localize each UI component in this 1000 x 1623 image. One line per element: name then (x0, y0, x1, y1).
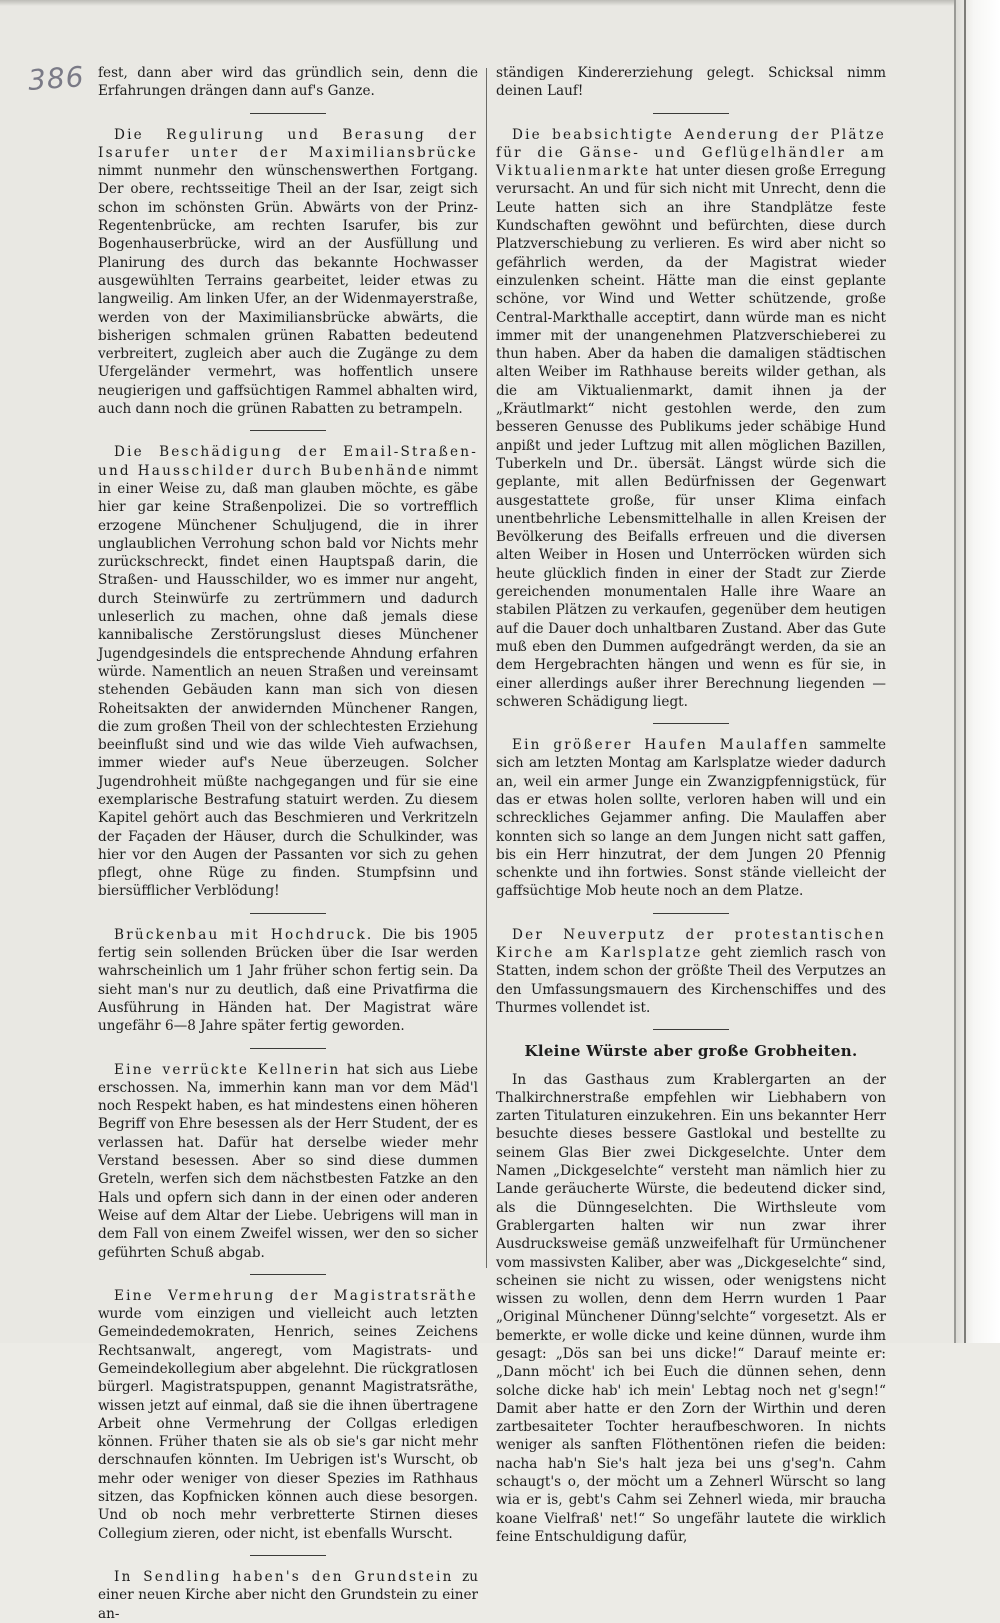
separator-rule (250, 1274, 326, 1275)
right-column (496, 64, 886, 1546)
article-kirche: Der Neuverputz der protestantischen Kirche am Karlsplatze geht ziemlich rasch von Statten, indem schon der größte Theil des Verputzes an den Umfassungsmauern des Kirchenschiffes und des Thurmes vollendet ist. (496, 926, 887, 1016)
article-brueckenbau: Brückenbau mit Hochdruck. Die bis 1905 fertig sein sollenden Brücken über die Isar werden wahrscheinlich um 1 Jahr früher schon fertig sein. Da sieht man's nur zu deutlich, daß eine Privatfirma die Ausführung in Händen hat. Der Magistrat wäre ungefähr 6—8 Jahre später fertig geworden. (98, 926, 478, 1035)
article-headline: In Sendling haben's den Grundstein (114, 1568, 454, 1585)
article-viktualienmarkt: Die beabsichtigte Aenderung der Plätze für die Gänse- und Geflügelhändler am Viktualienmarkte hat unter diesen große Erregung verursacht. An und für sich nicht mit Unrecht, denn die Leute hatten sich an ihre Standplätze feste Kundschaften gewöhnt und befürchten, diese durch Platzverschiebung zu verlieren. Es wird aber nicht so gefährlich werden, da der Magistrat wieder einzulenken scheint. Hätte man die einst geplante schöne, vor Wind und Wetter schützende, große Central-Markthalle acceptirt, dann würde man es nicht immer mit der unangenehmen Platzverschieberei zu thun haben. Aber da haben die damaligen städtischen alten Weiber im Rathhause bereits wilder gethan, als die am Viktualienmarkt, damit ihnen ja der „Kräutlmarkt“ nicht gestohlen werde, den zum besseren Genusse des Publikums jeder schäbige Hund anpißt und jeder Luftzug mit allen möglichen Bazillen, Tuberkeln und Dr.. übersät. Längst würde sich die geplante, mit allen Bedürfnissen der Gegenwart ausgestattete große, für unser Klima einfach unentbehrliche Lebensmittelhalle in allen Kreisen der Bevölkerung des Beifalls erfreuen und die diversen alten Weiber in Hosen und Unterröcken würden sich heute glücklich finden in einer der Stadt zur Zierde gereichenden monumentalen Halle ihre Waare an stabilen Plätzen zu verkaufen, gegenüber dem heutigen auf die Dauer doch unhaltbaren Zustand. Aber das Gute muß eben den Dummen aufgedrängt werden, da sie an dem Hergebrachten hängen und wenn es für sie, in einer allerdings außer ihrer Berechnung liegenden — schweren Schädigung liegt. (496, 126, 886, 710)
article-magistratsraethe: Eine Vermehrung der Magistratsräthe wurde vom einzigen und vielleicht auch letzten Gemeindedemokraten, Henrich, seines Zeichens Rechtsanwalt, angeregt, vom Magistrats- und Gemeindekollegium aber abgelehnt. Die rückgratlosen bürgerl. Magistratspuppen, genannt Magistratsräthe, wissen jetzt auf einmal, daß sie die ihnen übertragene Arbeit ohne Vermehrung der Collgas erledigen können. Früher thaten sie als ob sie's gar nicht mehr derschnaufen könnten. Im Uebrigen ist's Wurscht, ob mehr oder weniger von dieser Spezies im Rathhaus sitzen, das Kopfnicken können auch diese besorgen. Und ob noch mehr verbretterte Stirnen dieses Collegium zieren, oder nicht, ist ebenfalls Wurscht. (98, 1287, 478, 1542)
article-continuation: ständigen Kindererziehung gelegt. Schicksal nimm deinen Lauf! (496, 65, 886, 100)
article-schilder: Die Beschädigung der Email-Straßen- und Hausschilder durch Bubenhände nimmt in einer Weise zu, daß man glauben möchte, es gäbe hier gar keine Straßenpolizei. Die so vortrefflich erzogene Münchener Schuljugend, die in ihrer unglaublichen Verrohung schon bald vor Nichts mehr zurückschreckt, findet einen Hauptspaß darin, die Straßen- und Hausschilder, wo es immer nur angeht, durch Steinwürfe zu zertrümmern und dadurch unleserlich zu machen, ohne daß jemals diese kannibalische Zerstörungslust dieses Münchener Jugendgesindels die entsprechende Ahndung erfahren würde. Namentlich an neuen Straßen und vereinsamt stehenden Gebäuden kann man sich von diesen Roheitsakten der anwidernden Münchener Rangen, die zum großen Theil von der schlechtesten Erziehung beeinflußt sind und wie das wilde Vieh aufwachsen, immer wieder auf's Neue überzeugen. Solcher Jugendrohheit müßte nachgegangen und für sie eine exemplarische Bestrafung statuirt werden. Zu diesem Kapitel gehört auch das Beschmieren und Verkritzeln der Façaden der Häuser, durch die Schulkinder, was hier vor den Augen der Passanten vor sich zu gehen pflegt, ohne Rüge zu finden. Stumpfsinn und biersüfflicher Verblödung! (98, 444, 478, 900)
feature-title: Kleine Würste aber große Grobheiten. (524, 1042, 858, 1061)
article-headline: Der Neuverputz der protestantischen Kirche am Karlsplatze (496, 926, 886, 962)
page-number: 386 (26, 60, 86, 97)
article-isar-ufer: Die Regulirung und Berasung der Isarufer unter der Maximiliansbrücke nimmt nunmehr den wünschenswerthen Fortgang. Der obere, rechtsseitige Theil an der Isar, zeigt sich schon im schönsten Grün. Abwärts von der Prinz-Regentenbrücke, am rechten Isarufer, bis zur Bogenhauserbrücke, wird an der Ausfüllung und Planirung des durch das bekannte Hochwasser ausgewühlten Terrains gearbeitet, leider etwas zu langweilig. Am linken Ufer, an der Widenmayerstraße, werden von der Maximiliansbrücke abwärts, die bisherigen schmalen grünen Rabatten bedeutend verbreitert, zugleich aber auch die Zugänge zu dem Ufergeländer vermehrt, was hoffentlich unsere neugierigen und gaffsüchtigen Rammel abhalten wird, auch dann noch die grünen Rabatten zu betrampeln. (98, 126, 478, 418)
article-continuation: fest, dann aber wird das gründlich sein, denn die Erfahrungen drängen dann auf's Ganze. (98, 65, 478, 100)
article-headline: Eine verrückte Kellnerin (114, 1061, 341, 1078)
page-edge-strip (954, 0, 1000, 1343)
article-sendling: In Sendling haben's den Grundstein zu einer neuen Kirche aber nicht den Grundstein zu einer an- (98, 1568, 479, 1622)
separator-rule (250, 1555, 326, 1556)
left-column (98, 64, 478, 1623)
scan-shadow (0, 0, 956, 6)
article-kellnerin: Eine verrückte Kellnerin hat sich aus Liebe erschossen. Na, immerhin kann man vor dem Mäd'l noch Respekt haben, es hat mindestens einen höheren Begriff von Ehre besessen als der Herr Student, der es verlassen hat. Dafür hat derselbe wieder mehr Verstand besessen. Aber so sind diese dummen Greteln, werfen sich dem nächstbesten Fatzke an den Hals und opfern sich dann in der einen oder anderen Weise auf dem Altar der Liebe. Uebrigens will man in dem Fall von einem Zweifel wissen, wer den so sicher geführten Schuß abgab. (98, 1061, 478, 1261)
separator-rule (653, 1029, 729, 1030)
separator-rule (250, 913, 326, 914)
separator-rule (250, 1048, 326, 1049)
separator-rule (250, 430, 326, 431)
article-headline: Brückenbau mit Hochdruck. (114, 926, 374, 943)
article-headline: Eine Vermehrung der Magistratsräthe (114, 1287, 478, 1304)
separator-rule (653, 723, 729, 724)
article-headline: Die Beschädigung der Email-Straßen- und Hausschilder durch Bubenhände (98, 444, 478, 479)
article-headline: Die beabsichtigte Aenderung der Plätze für die Gänse- und Geflügelhändler am Viktualienmarkte (496, 126, 886, 180)
separator-rule (653, 913, 729, 914)
article-headline: Ein größerer Haufen Maulaffen (512, 737, 810, 754)
separator-rule (653, 113, 729, 114)
feature-article: In das Gasthaus zum Krablergarten an der Thalkirchnerstraße empfehlen wir Liebhabern von zarten Titulaturen einzukehren. Ein uns bekannter Herr besuchte dieses bessere Gastlokal und bestellte zu seinem Glas Bier zwei Dickgeselchte. Unter dem Namen „Dickgeselchte“ versteht man nämlich hier zu Lande geräucherte Würste, die bedeutend dicker sind, als die Dünngeselchten. Die Wirthsleute vom Grablergarten halten wir nun zwar ihrer Ausdrucksweise gemäß unzweifelhaft für Urmünchener vom massivsten Kaliber, aber was „Dickgeselchte“ sind, scheinen sie nicht zu wissen, oder wenigstens nicht wissen zu wollen, denn dem Herrn wurden 1 Paar „Original Münchener Dünng'selchte“ vorgesetzt. Als er bemerkte, er wolle dicke und keine dünnen, wurde ihm gesagt: „Dös san bei uns dicke!“ Darauf meinte er: „Dann möcht' ich bei Euch die dünnen sehen, denn solche dicke hab' ich mein' Lebtag noch net g'segn!“ Damit aber hatte er den Zorn der Wirthin und deren zartbesaiteter Tochter heraufbeschworen. In nichts weniger als sanften Flöthentönen riefen die beiden: nacha hab'n Sie's halt jeza bei uns g'seg'n. Cahm schaugt's o, der möcht um a Zehnerl Würscht so lang wia er is, gebt's Cahm sei Zehnerl wieda, mir braucha koane Vielfraß' net!“ So ungefähr lautete die wirklich feine Entschuldigung dafür, (496, 1071, 886, 1545)
article-headline: Die Regulirung und Berasung der Isarufer unter der Maximiliansbrücke (98, 126, 478, 161)
separator-rule (250, 113, 326, 114)
column-divider (486, 68, 487, 1268)
article-maulaffen: Ein größerer Haufen Maulaffen sammelte sich am letzten Montag am Karlsplatze wieder dadurch an, weil ein armer Junge ein Zwanzigpfennigstück, für das er etwas holen sollte, verloren haben will und ein schreckliches Gejammer anfing. Die Maulaffen aber konnten sich so lange an dem Jungen nicht satt gaffen, bis ein Herr hinzutrat, der dem Jungen 20 Pfennig schenkte und ihn fortwies. Sonst stände vielleicht der gaffsüchtige Mob heute noch an dem Platze. (496, 737, 886, 900)
